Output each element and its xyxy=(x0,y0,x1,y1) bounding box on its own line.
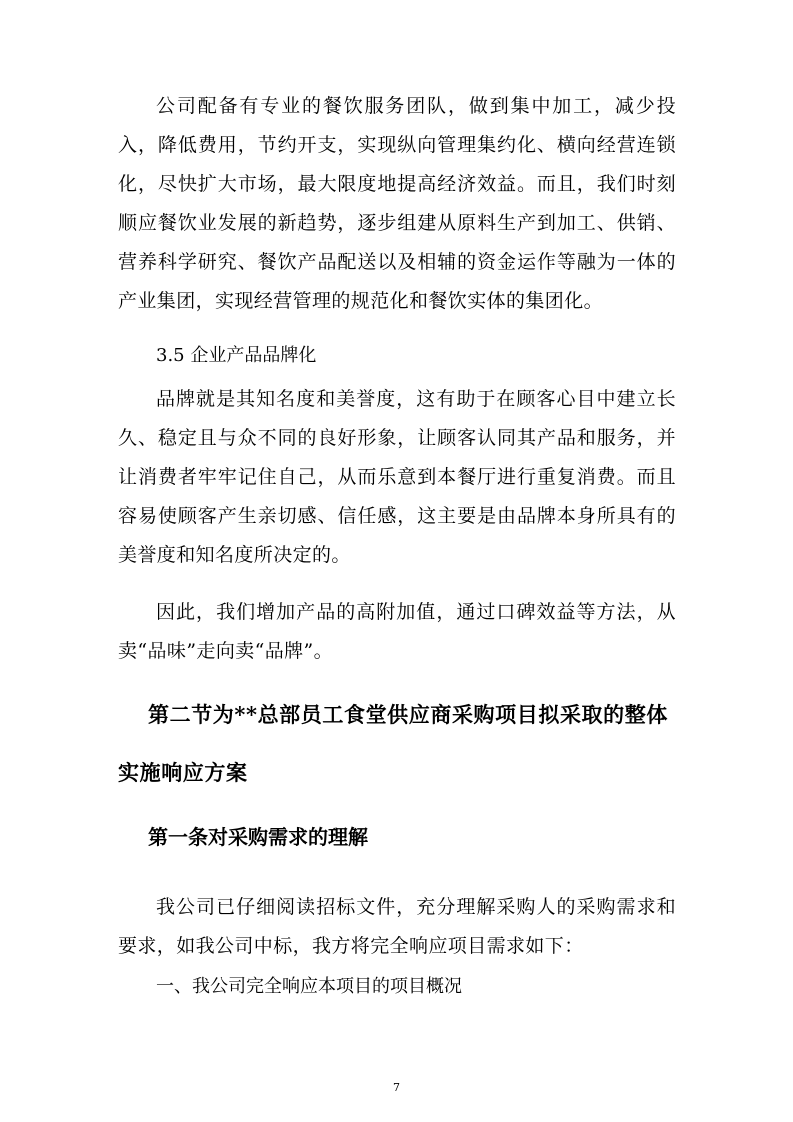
paragraph-conclusion: 因此，我们增加产品的高附加值，通过口碑效益等方法，从卖“品味”走向卖“品牌”。 xyxy=(118,601,676,662)
paragraph-brand: 品牌就是其知名度和美誉度，这有助于在顾客心目中建立长久、稳定且与众不同的良好形象，让顾客认同其产品和服务，并让消费者牢牢记住自己，从而乐意到本餐厅进行重复消费。而且容易使顾客产生亲切感、信任感，这主要是由品牌本身所具有的美誉度和知名度所决定的。 xyxy=(118,388,676,566)
paragraph-team-intro: 公司配备有专业的餐饮服务团队，做到集中加工，减少投入，降低费用，节约开支，实现纵向管理集约化、横向经营连锁化，尽快扩大市场，最大限度地提高经济效益。而且，我们时刻顺应餐饮业发展的新趋势，逐步组建从原料生产到加工、供销、营养科学研究、餐饮产品配送以及相辅的资金运作等融为一体的产业集团，实现经营管理的规范化和餐饮实体的集团化。 xyxy=(118,95,676,312)
paragraph-response: 我公司已仔细阅读招标文件，充分理解采购人的采购需求和要求，如我公司中标，我方将完全响应项目需求如下： xyxy=(118,896,676,957)
page-number: 7 xyxy=(393,1081,400,1094)
section-3-5-title: 3.5 企业产品品牌化 xyxy=(156,345,317,366)
list-item-project-overview: 一、我公司完全响应本项目的项目概况 xyxy=(156,976,462,997)
section-heading: 第二节为**总部员工食堂供应商采购项目拟采取的整体实施响应方案 xyxy=(118,702,668,785)
article-heading: 第一条对采购需求的理解 xyxy=(148,825,368,849)
